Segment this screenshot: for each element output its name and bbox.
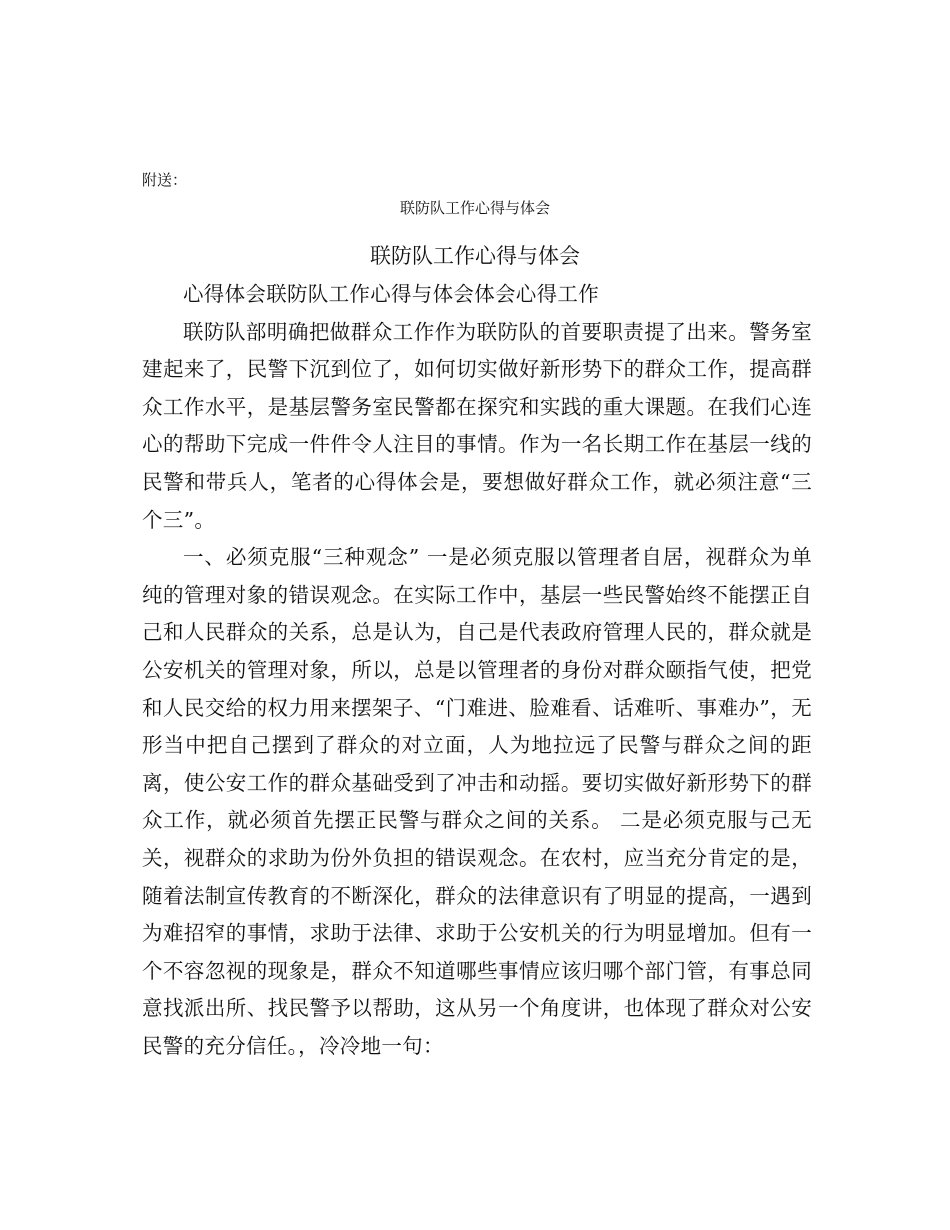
paragraph-keywords: 心得体会联防队工作心得与体会体会心得工作	[183, 282, 599, 306]
attachment-label: 附送：	[142, 171, 188, 189]
small-title: 联防队工作心得与体会	[399, 199, 550, 217]
paragraph-three-concepts: 一、必须克服“三种观念” 一是必须克服以管理者自居，视群众为单纯的管理对象的错误观念。在实际工作中，基层一些民警始终不能摆正自己和人民群众的关系，总是认为，自己是代表政府管理人民的，群众就是公安机关的管理对象，所以，总是以管理者的身份对群众颐指气使，把党和人民交给的权力用来摆架子、“门难进、脸难看、话难听、事难办”，无形当中把自己摆到了群众的对立面，人为地拉远了民警与群众之间的距离，使公安工作的群众基础受到了冲击和动摇。要切实做好新形势下的群众工作，就必须首先摆正民警与群众之间的关系。 二是必须克服与己无关，视群众的求助为份外负担的错误观念。在农村，应当充分肯定的是，随着法制宣传教育的不断深化，群众的法律意识有了明显的提高，一遇到为难招窄的事情，求助于法律、求助于公安机关的行为明显增加。但有一个不容忽视的现象是，群众不知道哪些事情应该归哪个部门管，有事总同意找派出所、找民警予以帮助，这从另一个角度讲，也体现了群众对公安民警的充分信任。，冷冷地一句：	[142, 545, 812, 1058]
document-body	[142, 276, 812, 1065]
paragraph-intro: 联防队部明确把做群众工作作为联防队的首要职责提了出来。警务室建起来了，民警下沉到位了，如何切实做好新形势下的群众工作，提高群众工作水平，是基层警务室民警都在探究和实践的重大课题。在我们心连心的帮助下完成一件件令人注目的事情。作为一名长期工作在基层一线的民警和带兵人，笔者的心得体会是，要想做好群众工作，就必须注意“三个三”。	[142, 319, 812, 532]
main-title: 联防队工作心得与体会	[370, 244, 580, 268]
